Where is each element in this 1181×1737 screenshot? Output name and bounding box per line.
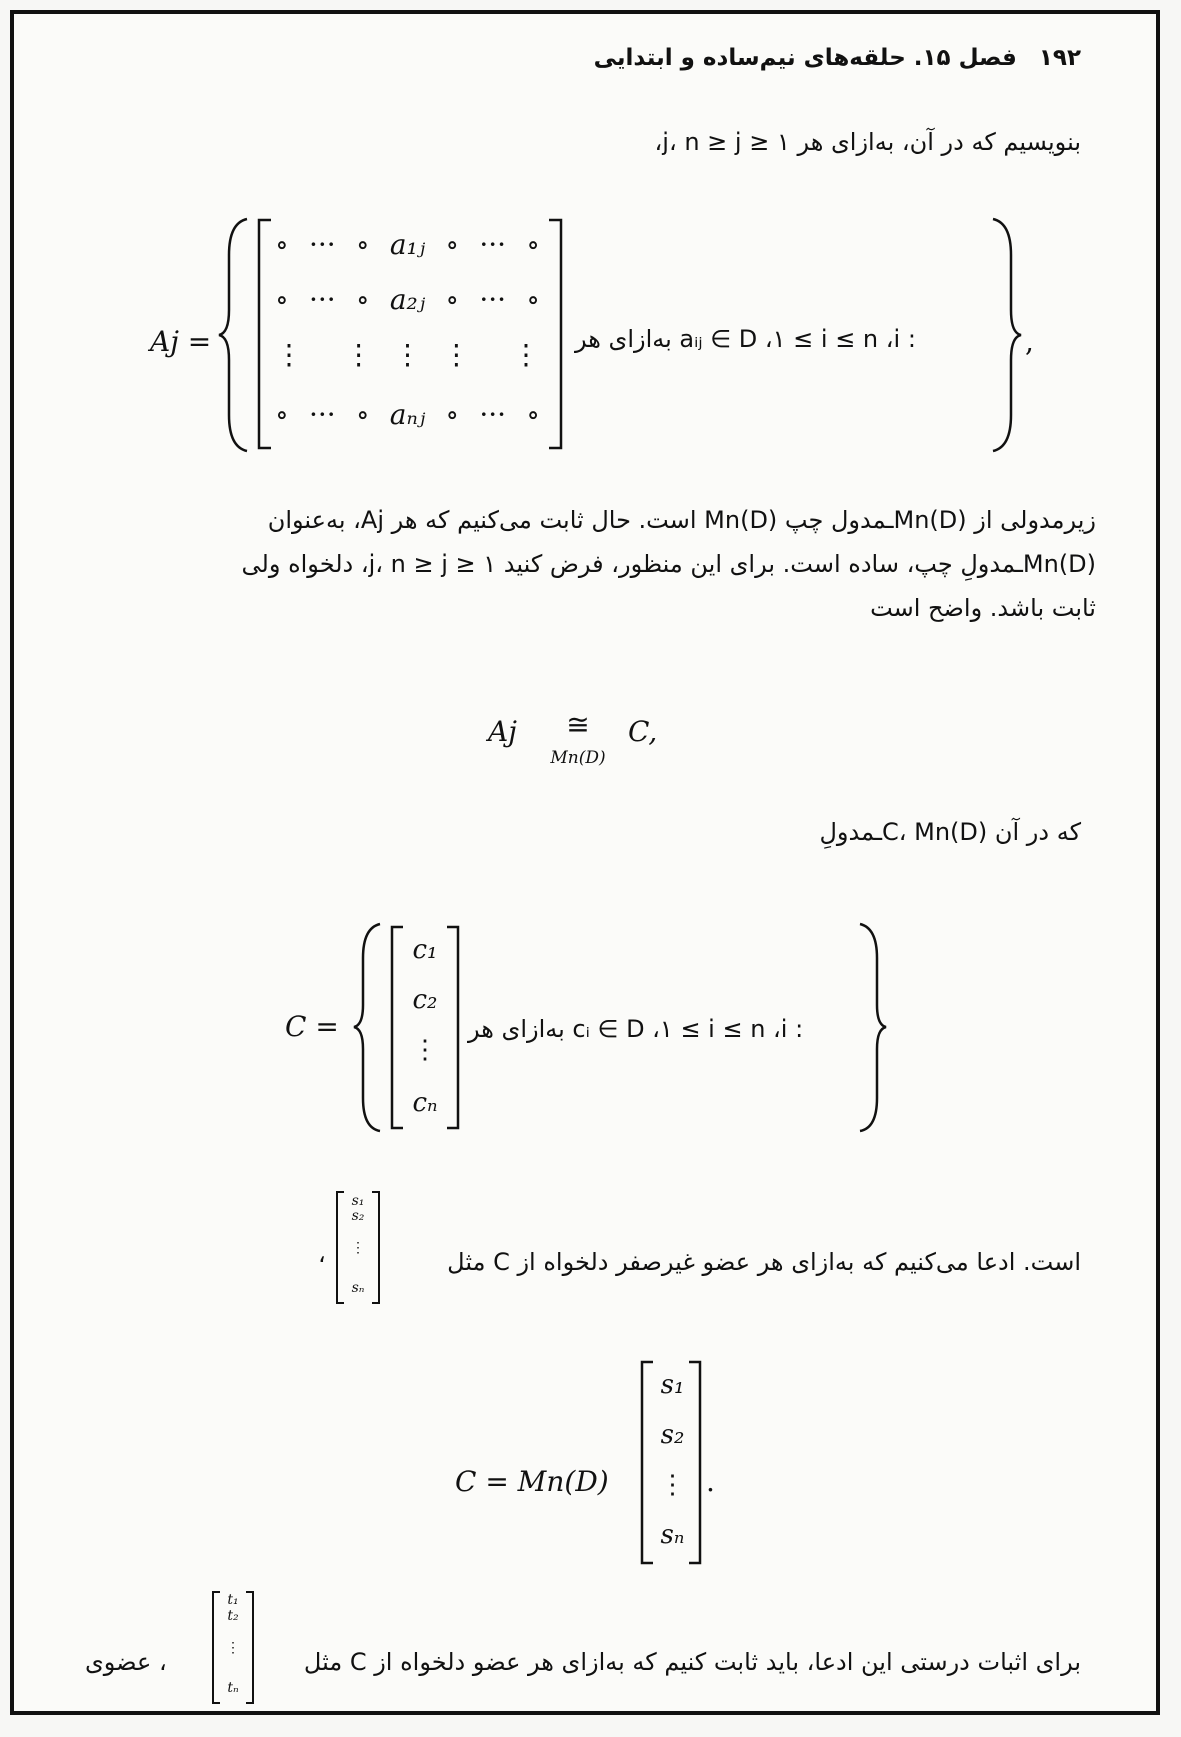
cell: a₁ⱼ: [389, 228, 426, 261]
cell: ∘: [355, 398, 370, 431]
p4-tail: ،: [318, 1240, 326, 1268]
cell: ∘: [275, 283, 289, 316]
eq4-tail: .: [706, 1465, 715, 1498]
p4-entry-2: s₂: [351, 1208, 365, 1224]
eq1-row-3: [275, 338, 540, 371]
paragraph-2-line-1: زیرمدولی از Mn(D)ـمدول چپ Mn(D) است. حال ثابت می‌کنیم که هر Aj، به‌عنوان: [267, 506, 1096, 534]
paragraph-2: [85, 498, 1096, 630]
eq2-rhs: C,: [628, 715, 658, 748]
paragraph-3-text: که در آن C، Mn(D)ـمدولِ: [819, 818, 1081, 846]
eq4-right-bracket: [686, 1360, 704, 1565]
cell: ···: [308, 283, 336, 316]
eq4-entry-4: sₙ: [660, 1520, 685, 1550]
p4-right-bracket: [370, 1190, 382, 1305]
cell: ∘: [275, 228, 289, 261]
eq1-row-4: [275, 398, 540, 431]
p5-tail: ، عضوی: [85, 1648, 167, 1676]
p5-entry-4: tₙ: [227, 1680, 239, 1696]
paragraph-5-text: برای اثبات درستی این ادعا، باید ثابت کنیم که به‌ازای هر عضو دلخواه از C مثل: [303, 1648, 1081, 1676]
paragraph-3: [100, 810, 1081, 854]
eq3-lhs: C =: [285, 1010, 339, 1043]
eq3-right-brace: [852, 920, 890, 1135]
eq1-condition: : aᵢⱼ ∈ D ،۱ ≤ i ≤ n ،i به‌ازای هر: [575, 325, 916, 353]
cell: ···: [308, 228, 336, 261]
p5-entry-2: t₂: [227, 1608, 239, 1624]
p4-entry-3: ⋮: [351, 1240, 365, 1256]
eq1-matrix-right-bracket: [545, 218, 565, 450]
eq2-iso: ≅: [566, 708, 590, 741]
cell: aₙⱼ: [389, 398, 426, 431]
eq1-row-1: [275, 228, 540, 261]
eq3-right-bracket: [444, 925, 462, 1130]
cell: ∘: [526, 283, 540, 316]
p5-right-bracket: [244, 1590, 256, 1705]
cell: ⋮: [511, 338, 540, 371]
cell: ⋮: [275, 338, 303, 371]
eq1-left-brace: [215, 215, 255, 455]
eq2-lhs: Aj: [488, 715, 517, 748]
eq3-entry-2: c₂: [412, 985, 438, 1015]
paragraph-2-line-2: Mn(D)ـمدولِ چپ، ساده است. برای این منظور، فرض کنید j، n ≥ j ≥ ۱، دلخواه ولی: [241, 550, 1096, 578]
eq4-lhs: C = Mn(D): [455, 1465, 609, 1498]
cell: ···: [308, 398, 336, 431]
paragraph-1-text: بنویسیم که در آن، به‌ازای هر j، n ≥ j ≥ ۱،: [654, 128, 1081, 156]
cell: ···: [479, 283, 507, 316]
eq1-tail: ,: [1025, 325, 1034, 358]
chapter-title: فصل ۱۵. حلقه‌های نیم‌ساده و ابتدایی: [593, 45, 1017, 71]
eq3-entry-4: cₙ: [412, 1088, 438, 1118]
eq2-under: Mn(D): [550, 748, 606, 768]
cell: ∘: [355, 228, 370, 261]
eq4-entry-2: s₂: [660, 1420, 685, 1450]
cell: ⋮: [393, 338, 422, 371]
paragraph-2-line-3: ثابت باشد. واضح است: [870, 594, 1096, 622]
eq1-row-2: [275, 283, 540, 316]
cell: ···: [479, 398, 507, 431]
cell: ⋮: [442, 338, 471, 371]
eq4-entry-3: ⋮: [659, 1470, 686, 1500]
cell: ∘: [526, 398, 540, 431]
cell: ∘: [445, 283, 460, 316]
page-number: ۱۹۲: [1038, 45, 1081, 71]
cell: ∘: [526, 228, 540, 261]
p5-entry-3: ⋮: [226, 1640, 240, 1656]
p5-entry-1: t₁: [227, 1592, 239, 1608]
eq1-lhs: Aj =: [150, 325, 212, 358]
p4-entry-4: sₙ: [351, 1280, 365, 1296]
eq3-entry-3: ⋮: [412, 1035, 438, 1065]
cell: ∘: [275, 398, 289, 431]
cell: ∘: [355, 283, 370, 316]
cell: ···: [479, 228, 507, 261]
eq3-condition: : cᵢ ∈ D ،۱ ≤ i ≤ n ،i به‌ازای هر: [468, 1015, 804, 1043]
cell: ⋮: [344, 338, 373, 371]
paragraph-1: [100, 120, 1081, 164]
cell: ∘: [445, 228, 460, 261]
eq3-left-brace: [350, 920, 388, 1135]
paragraph-4-text: است. ادعا می‌کنیم که به‌ازای هر عضو غیرصفر دلخواه از C مثل: [447, 1248, 1081, 1276]
cell: ∘: [445, 398, 460, 431]
cell: a₂ⱼ: [389, 283, 426, 316]
eq1-matrix-left-bracket: [255, 218, 275, 450]
running-header: [100, 45, 1081, 71]
eq4-entry-1: s₁: [660, 1370, 685, 1400]
eq3-entry-1: c₁: [412, 935, 438, 965]
eq1-right-brace: [985, 215, 1025, 455]
p4-entry-1: s₁: [351, 1193, 365, 1209]
